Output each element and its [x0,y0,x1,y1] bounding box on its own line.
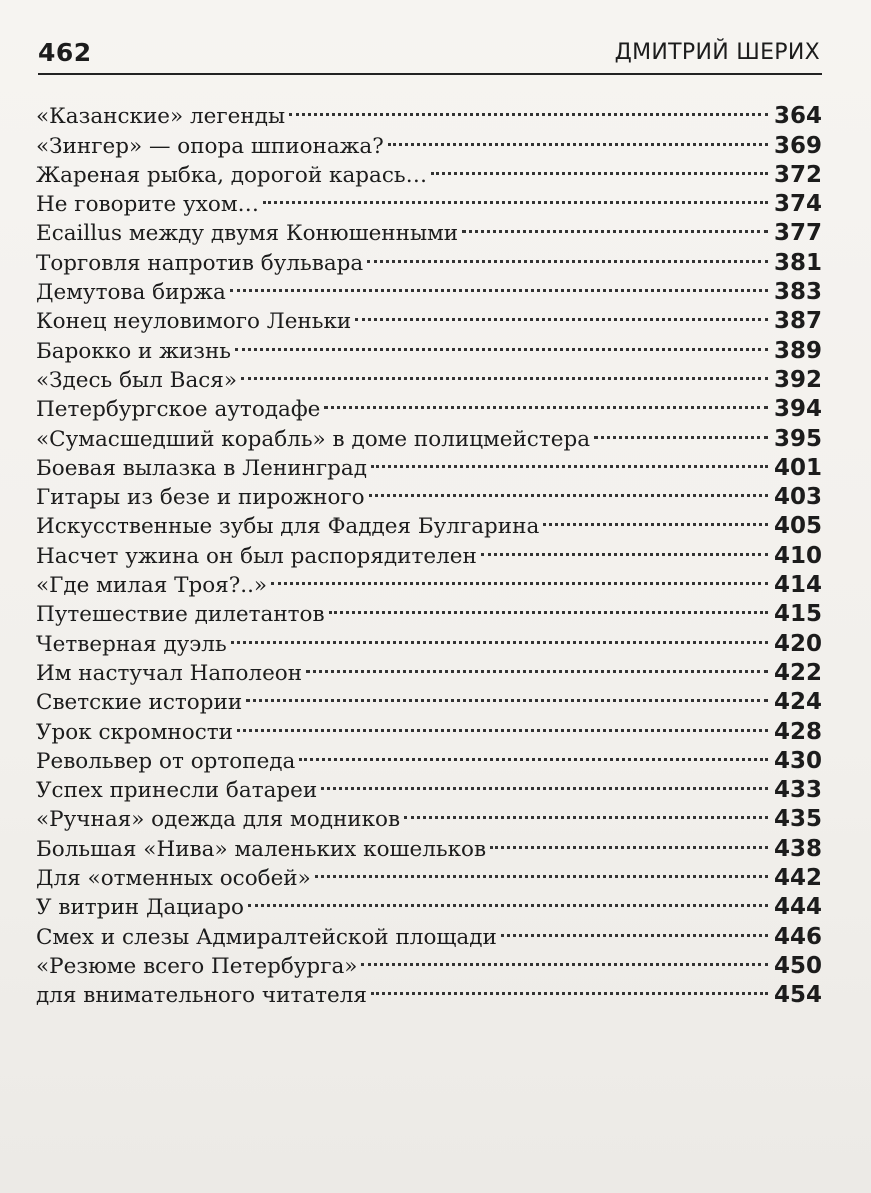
toc-entry-page: 450 [774,952,823,979]
toc-entry-title: Светские истории [36,690,243,716]
toc-entry-title: Путешествие дилетантов [36,602,325,628]
toc-entry-title: Большая «Нива» маленьких кошельков [36,836,487,862]
toc-entry-page: 444 [774,894,823,921]
toc-dot-leader [237,709,774,738]
toc-dot-leader [315,856,774,885]
toc-dot-leader [271,563,774,592]
toc-entry-title: «Казанские» легенды [36,104,286,130]
toc-entry-title: Жареная рыбка, дорогой карась… [36,162,428,188]
toc-entry-page: 428 [774,718,823,745]
toc-entry-page: 435 [774,806,823,833]
toc-entry-title: «Зингер» — опора шпионажа? [36,133,384,159]
toc-entry-title: Им настучал Наполеон [36,660,303,686]
running-head: ДМИТРИЙ ШЕРИХ [614,40,820,65]
toc-dot-leader [501,914,774,943]
toc-dot-leader [248,885,774,914]
toc-entry-page: 395 [774,425,823,452]
toc-entry-title: Успех принесли батареи [36,778,318,804]
toc-entry-title: Гитары из безе и пирожного [36,485,365,511]
toc-dot-leader [329,592,774,621]
toc-entry-page: 446 [774,923,823,950]
toc-entry-title: «Ручная» одежда для модников [36,807,401,833]
toc-dot-leader [369,475,774,504]
toc-entry-title: Торговля напротив бульвара [36,250,364,276]
header-rule [38,73,822,75]
toc-entry-page: 383 [774,279,823,306]
toc-dot-leader [355,299,774,328]
toc-entry-title: Ecaillus между двумя Конюшенными [36,221,459,247]
toc-entry-page: 364 [774,103,823,130]
toc-entry [36,94,823,130]
toc-dot-leader [404,797,774,826]
toc-entry-page: 377 [774,220,823,247]
toc-entry-page: 392 [774,366,823,393]
toc-entry-page: 381 [774,249,823,276]
toc-entry-title: Конец неуловимого Леньки [36,309,352,335]
toc-entry-page: 369 [774,132,823,159]
toc-entry-title: Четверная дуэль [36,631,227,657]
toc-entry-page: 422 [774,659,823,686]
toc-dot-leader [263,182,774,211]
toc-entry-page: 414 [774,572,823,599]
toc-entry-title: Искусственные зубы для Фаддея Булгарина [36,514,540,540]
toc-dot-leader [367,240,774,269]
toc-entry-page: 430 [774,747,823,774]
toc-dot-leader [490,826,774,855]
toc-dot-leader [231,621,774,650]
toc-dot-leader [324,387,774,416]
toc-dot-leader [289,94,774,123]
toc-entry-page: 438 [774,835,823,862]
toc-entry-title: «Здесь был Вася» [36,367,238,393]
toc-dot-leader [371,446,774,475]
toc-entry-title: Для «отменных особей» [36,866,311,892]
toc-entry-title: Насчет ужина он был распорядителен [36,543,477,569]
toc-entry-page: 424 [774,689,823,716]
toc-dot-leader [321,768,774,797]
page-header [38,36,820,76]
toc-dot-leader [230,270,774,299]
toc-entry-title: Урок скромности [36,719,233,745]
toc-entry-title: Боевая вылазка в Ленинград [36,455,367,481]
toc-dot-leader [594,416,774,445]
toc-dot-leader [361,944,774,973]
toc-entry-title: «Резюме всего Петербурга» [36,953,358,979]
toc-entry-title: У витрин Дациаро [36,895,244,921]
toc-entry-page: 401 [774,454,823,481]
toc-entry-title: Петербургское аутодафе [36,397,321,423]
toc-entry-page: 374 [774,191,823,218]
toc-entry-page: 420 [774,630,823,657]
toc-entry-title: «Сумасшедший корабль» в доме полицмейстера [36,426,591,452]
toc-dot-leader [241,358,774,387]
toc-entry-title: «Где милая Троя?..» [36,573,268,599]
toc-dot-leader [431,153,774,182]
toc-entry-page: 410 [774,542,823,569]
toc-entry-page: 433 [774,777,823,804]
toc-entry-page: 403 [774,484,823,511]
toc-dot-leader [306,651,774,680]
toc-entry-page: 394 [774,396,823,423]
toc-dot-leader [235,328,774,357]
toc-entry-title: Не говорите ухом… [36,192,260,218]
toc-entry-page: 372 [774,161,823,188]
toc-dot-leader [246,680,774,709]
toc-entry-title: Барокко и жизнь [36,338,232,364]
toc-dot-leader [299,739,774,768]
toc-dot-leader [388,123,774,152]
toc-dot-leader [543,504,774,533]
toc-entry-page: 405 [774,513,823,540]
toc-entry-page: 454 [774,982,823,1009]
toc-entry-title: Демутова биржа [36,280,226,306]
toc-dot-leader [371,973,774,1002]
toc-entry-page: 415 [774,601,823,628]
toc-entry-title: для внимательного читателя [36,983,367,1009]
page-number: 462 [38,38,92,67]
toc-dot-leader [481,533,774,562]
table-of-contents [36,94,823,1009]
toc-entry-title: Револьвер от ортопеда [36,748,296,774]
toc-entry-page: 442 [774,865,823,892]
toc-entry-page: 387 [774,308,823,335]
toc-entry-page: 389 [774,337,823,364]
toc-entry-title: Смех и слезы Адмиралтейской площади [36,924,497,950]
toc-dot-leader [462,211,774,240]
